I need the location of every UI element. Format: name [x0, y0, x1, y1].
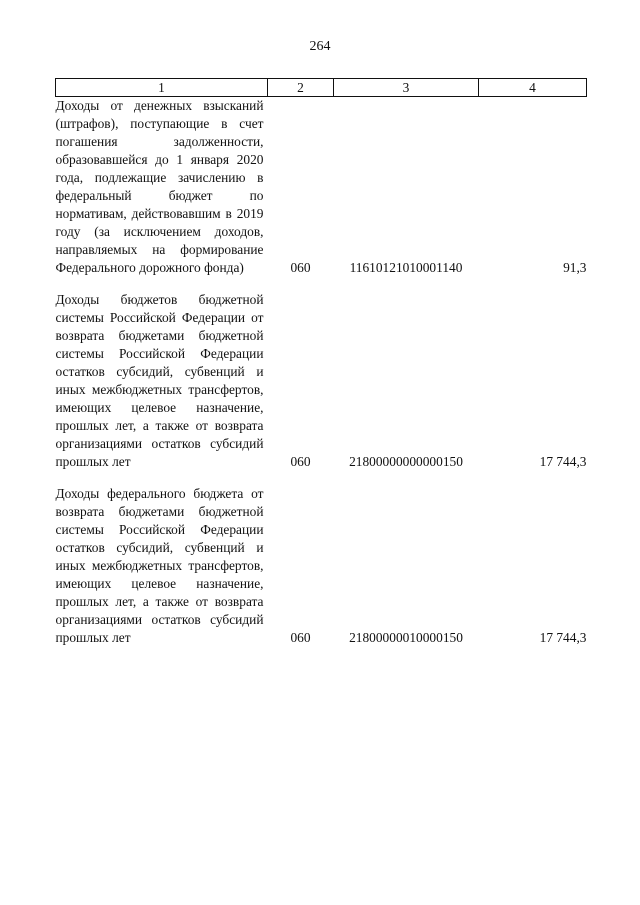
revenue-description: Доходы бюджетов бюджетной системы Российской Федерации от возврата бюджетами бюджетной системы Российской Федерации остатков субсидий, субвенций и иных межбюджетных трансфертов, имеющих целевое назначение, прошлых лет, а также от возврата организациями остатков субсидий прошлых лет	[55, 292, 264, 469]
budget-classification-code: 11610121010001140	[349, 260, 463, 275]
table-row	[56, 97, 587, 278]
column-header-1: 1	[56, 79, 268, 97]
table-row	[56, 277, 587, 471]
admin-code: 060	[290, 260, 311, 275]
table-row	[56, 471, 587, 647]
revenue-description: Доходы федерального бюджета от возврата бюджетами бюджетной системы Российской Федерации остатков субсидий, субвенций и иных межбюджетных трансфертов, имеющих целевое назначение, прошлых лет, а также от возврата организациями остатков субсидий прошлых лет	[55, 486, 264, 645]
budget-revenue-table	[55, 78, 587, 647]
column-header-3: 3	[334, 79, 479, 97]
admin-code: 060	[290, 630, 311, 645]
column-header-4: 4	[479, 79, 587, 97]
budget-classification-code: 21800000000000150	[349, 454, 463, 469]
page-number: 264	[309, 39, 331, 54]
column-header-2: 2	[268, 79, 334, 97]
amount: 17 744,3	[539, 630, 587, 645]
budget-classification-code: 21800000010000150	[349, 630, 463, 645]
table-header-row	[56, 79, 587, 97]
amount: 17 744,3	[539, 454, 587, 469]
amount: 91,3	[563, 260, 587, 275]
revenue-description: Доходы от денежных взысканий (штрафов), поступающие в счет погашения задолженности, образовавшейся до 1 января 2020 года, подлежащие зачислению в федеральный бюджет по нормативам, действовавшим в 2019 году (за исключением доходов, направляемых на формирование Федерального дорожного фонда)	[55, 98, 264, 275]
admin-code: 060	[290, 454, 311, 469]
